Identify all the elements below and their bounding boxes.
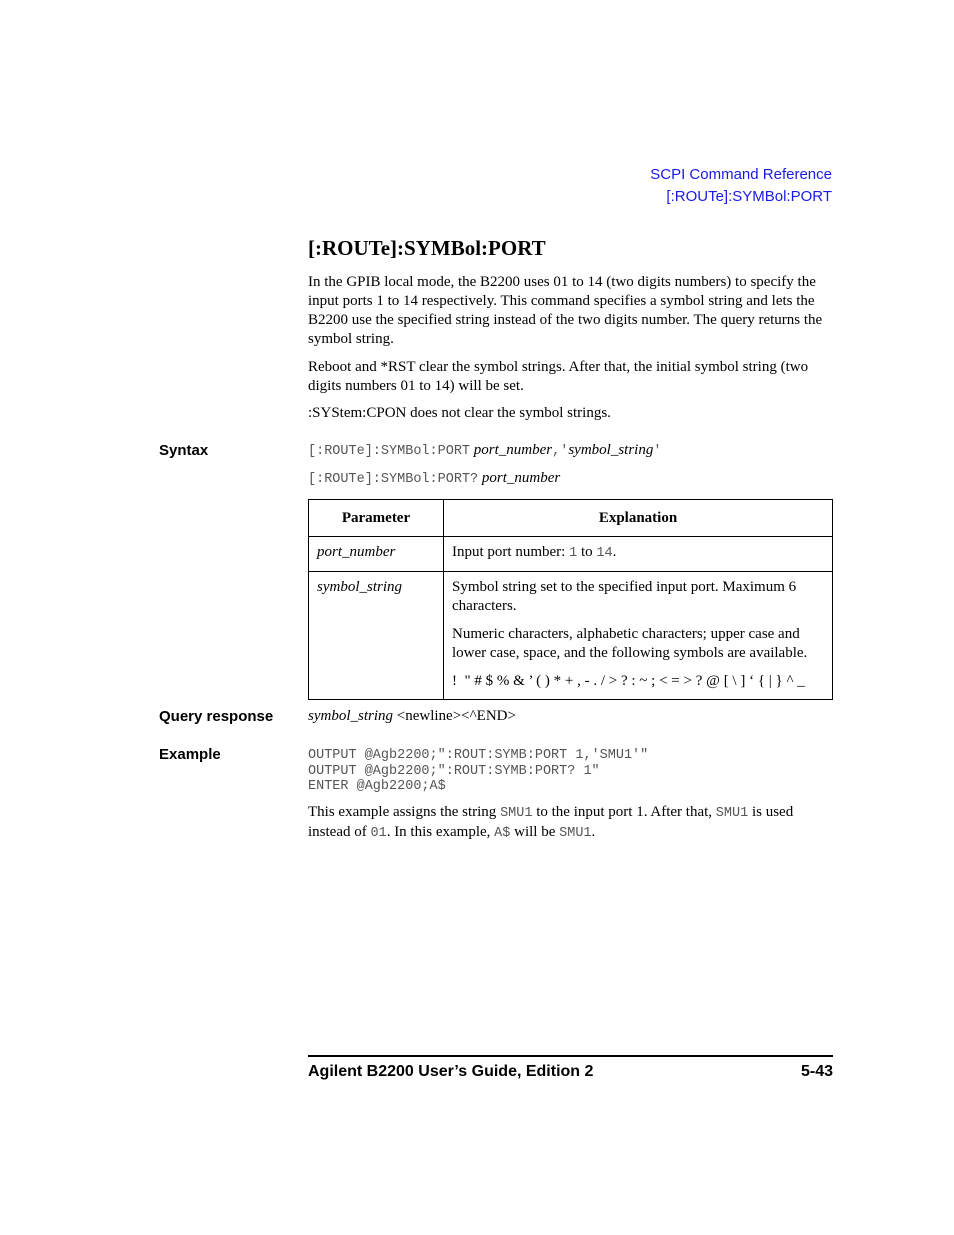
param-name: port_number <box>309 537 444 572</box>
code-line: ENTER @Agb2200;A$ <box>308 779 446 794</box>
syntax-query-arg: port_number <box>481 470 561 486</box>
table-header-row <box>309 500 833 537</box>
syntax-query-command: [:ROUTe]:SYMBol:PORT? <box>308 472 479 487</box>
syntax-separator: ,' <box>552 444 569 459</box>
table-row <box>309 537 833 572</box>
footer-guide-title: Agilent B2200 User’s Guide, Edition 2 <box>308 1063 594 1080</box>
syntax-arg-port-number: port_number <box>473 442 553 458</box>
example-label: Example <box>159 746 221 763</box>
table-header-parameter: Parameter <box>309 500 444 537</box>
syntax-label: Syntax <box>159 442 209 459</box>
description-paragraph-3: :SYStem:CPON does not clear the symbol strings. <box>308 405 611 421</box>
syntax-line-query <box>308 470 560 487</box>
param-name: symbol_string <box>309 572 444 700</box>
description-paragraph-1: In the GPIB local mode, the B2200 uses 01 to 14 (two digits numbers) to specify the input ports 1 to 14 respectively. This command specifies a symbol string and lets the B2200 use the specified string instead of the two digits number. The query returns the symbol string. <box>308 274 823 347</box>
example-code-block <box>308 748 648 795</box>
description-paragraph-2: Reboot and *RST clear the symbol strings. After that, the initial symbol string (two digits numbers 01 to 14) will be set. <box>308 359 809 394</box>
query-response-value: symbol_string <newline><^END> <box>308 708 516 724</box>
code-line: OUTPUT @Agb2200;":ROUT:SYMB:PORT? 1" <box>308 763 600 779</box>
query-response-label: Query response <box>159 708 274 725</box>
running-header-chapter: SCPI Command Reference <box>650 166 832 183</box>
page-title: [:ROUTe]:SYMBol:PORT <box>308 236 546 260</box>
syntax-command: [:ROUTe]:SYMBol:PORT <box>308 444 471 459</box>
example-description: This example assigns the string SMU1 to the input port 1. After that, SMU1 is used instead of 01. In this example, A$ will be SMU1. <box>308 804 794 841</box>
syntax-quote: ' <box>653 444 662 459</box>
running-header-section: [:ROUTe]:SYMBol:PORT <box>666 188 832 205</box>
parameter-table <box>308 499 833 700</box>
footer-rule <box>308 1055 833 1057</box>
footer-page-number: 5-43 <box>800 1063 833 1080</box>
available-symbols: ! " # $ % & ’ ( ) * + , - . / > ? : ~ ; < = > ? @ [ \ ] ‘ { | } ^ _ <box>452 673 805 689</box>
param-explanation: Symbol string set to the specified input port. Maximum 6 characters. Numeric characters, alphabetic characters; upper case and lower case, space, and the following symbols are available. ! " # $ % & ’ ( ) * + , - . / > ? : ~ ; < = > ? @ [ \ ] ‘ { | } ^ _ <box>444 572 833 700</box>
syntax-line-set <box>308 442 661 459</box>
table-header-explanation: Explanation <box>444 500 833 537</box>
table-row <box>309 572 833 700</box>
code-line: OUTPUT @Agb2200;":ROUT:SYMB:PORT 1,'SMU1'" <box>308 748 649 763</box>
param-explanation: Input port number: 1 to 14. <box>444 537 833 572</box>
syntax-arg-symbol-string: symbol_string <box>568 442 654 458</box>
